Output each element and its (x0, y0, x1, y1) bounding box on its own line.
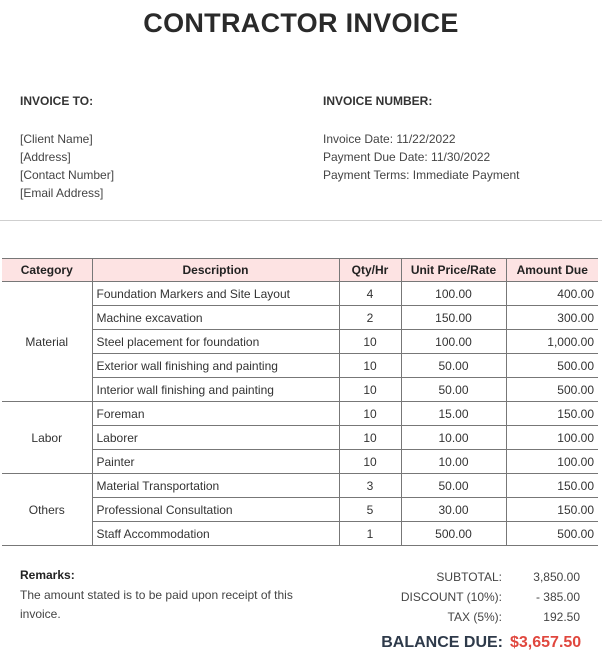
table-row (2, 282, 598, 306)
balance-due-value: $3,657.50 (510, 634, 582, 651)
table-row (2, 498, 598, 522)
amount-due-cell: 150.00 (506, 402, 598, 426)
client-address: [Address] (20, 150, 71, 164)
category-cell: Material (2, 282, 92, 402)
discount-label: DISCOUNT (10%): (400, 590, 502, 604)
table-row (2, 426, 598, 450)
table-row (2, 354, 598, 378)
invoice-details (323, 130, 520, 184)
tax-label: TAX (5%): (447, 610, 502, 624)
qty-cell: 10 (339, 330, 401, 354)
amount-due-cell: 1,000.00 (506, 330, 598, 354)
client-email: [Email Address] (20, 186, 104, 200)
unit-price-cell: 15.00 (401, 402, 506, 426)
unit-price-cell: 500.00 (401, 522, 506, 546)
unit-price-cell: 50.00 (401, 378, 506, 402)
remarks-heading: Remarks: (20, 568, 75, 582)
subtotal-value: 3,850.00 (533, 570, 580, 584)
description-cell: Laborer (92, 426, 339, 450)
header-category: Category (2, 259, 92, 282)
header-qty: Qty/Hr (339, 259, 401, 282)
payment-terms: Payment Terms: Immediate Payment (323, 168, 520, 182)
payment-due-date: Payment Due Date: 11/30/2022 (323, 150, 491, 164)
qty-cell: 4 (339, 282, 401, 306)
qty-cell: 3 (339, 474, 401, 498)
table-row (2, 306, 598, 330)
description-cell: Steel placement for foundation (92, 330, 339, 354)
balance-due-label: BALANCE DUE: (381, 634, 503, 651)
amount-due-cell: 500.00 (506, 378, 598, 402)
amount-due-cell: 100.00 (506, 450, 598, 474)
amount-due-cell: 500.00 (506, 522, 598, 546)
amount-due-cell: 100.00 (506, 426, 598, 450)
remarks-text: The amount stated is to be paid upon receipt of this invoice. (20, 588, 293, 621)
subtotal-label: SUBTOTAL: (436, 570, 502, 584)
table-header-row (2, 259, 598, 282)
discount-value: - 385.00 (535, 590, 580, 604)
description-cell: Staff Accommodation (92, 522, 339, 546)
tax-value: 192.50 (543, 610, 580, 624)
amount-due-cell: 300.00 (506, 306, 598, 330)
amount-due-cell: 500.00 (506, 354, 598, 378)
table-row (2, 522, 598, 546)
description-cell: Material Transportation (92, 474, 339, 498)
table-row (2, 378, 598, 402)
qty-cell: 1 (339, 522, 401, 546)
description-cell: Painter (92, 450, 339, 474)
table-row (2, 474, 598, 498)
client-contact-number: [Contact Number] (20, 168, 115, 182)
unit-price-cell: 100.00 (401, 330, 506, 354)
section-divider (0, 220, 602, 221)
unit-price-cell: 50.00 (401, 474, 506, 498)
amount-due-cell: 400.00 (506, 282, 598, 306)
invoice-to-heading: INVOICE TO: (20, 94, 94, 108)
unit-price-cell: 50.00 (401, 354, 506, 378)
unit-price-cell: 10.00 (401, 426, 506, 450)
invoice-items-table (2, 258, 598, 546)
client-name: [Client Name] (20, 132, 93, 146)
client-info (20, 130, 114, 202)
invoice-date: Invoice Date: 11/22/2022 (323, 132, 456, 146)
unit-price-cell: 30.00 (401, 498, 506, 522)
qty-cell: 10 (339, 354, 401, 378)
qty-cell: 10 (339, 426, 401, 450)
qty-cell: 5 (339, 498, 401, 522)
amount-due-cell: 150.00 (506, 498, 598, 522)
unit-price-cell: 100.00 (401, 282, 506, 306)
invoice-title: CONTRACTOR INVOICE (143, 8, 459, 38)
description-cell: Interior wall finishing and painting (92, 378, 339, 402)
table-row (2, 402, 598, 426)
table-row (2, 450, 598, 474)
qty-cell: 2 (339, 306, 401, 330)
header-unit-price: Unit Price/Rate (401, 259, 506, 282)
qty-cell: 10 (339, 402, 401, 426)
table-row (2, 330, 598, 354)
header-description: Description (92, 259, 339, 282)
description-cell: Exterior wall finishing and painting (92, 354, 339, 378)
qty-cell: 10 (339, 450, 401, 474)
category-cell: Labor (2, 402, 92, 474)
unit-price-cell: 10.00 (401, 450, 506, 474)
invoice-number-heading: INVOICE NUMBER: (323, 94, 433, 108)
header-amount-due: Amount Due (506, 259, 598, 282)
unit-price-cell: 150.00 (401, 306, 506, 330)
qty-cell: 10 (339, 378, 401, 402)
description-cell: Professional Consultation (92, 498, 339, 522)
amount-due-cell: 150.00 (506, 474, 598, 498)
description-cell: Foundation Markers and Site Layout (92, 282, 339, 306)
category-cell: Others (2, 474, 92, 546)
description-cell: Foreman (92, 402, 339, 426)
description-cell: Machine excavation (92, 306, 339, 330)
